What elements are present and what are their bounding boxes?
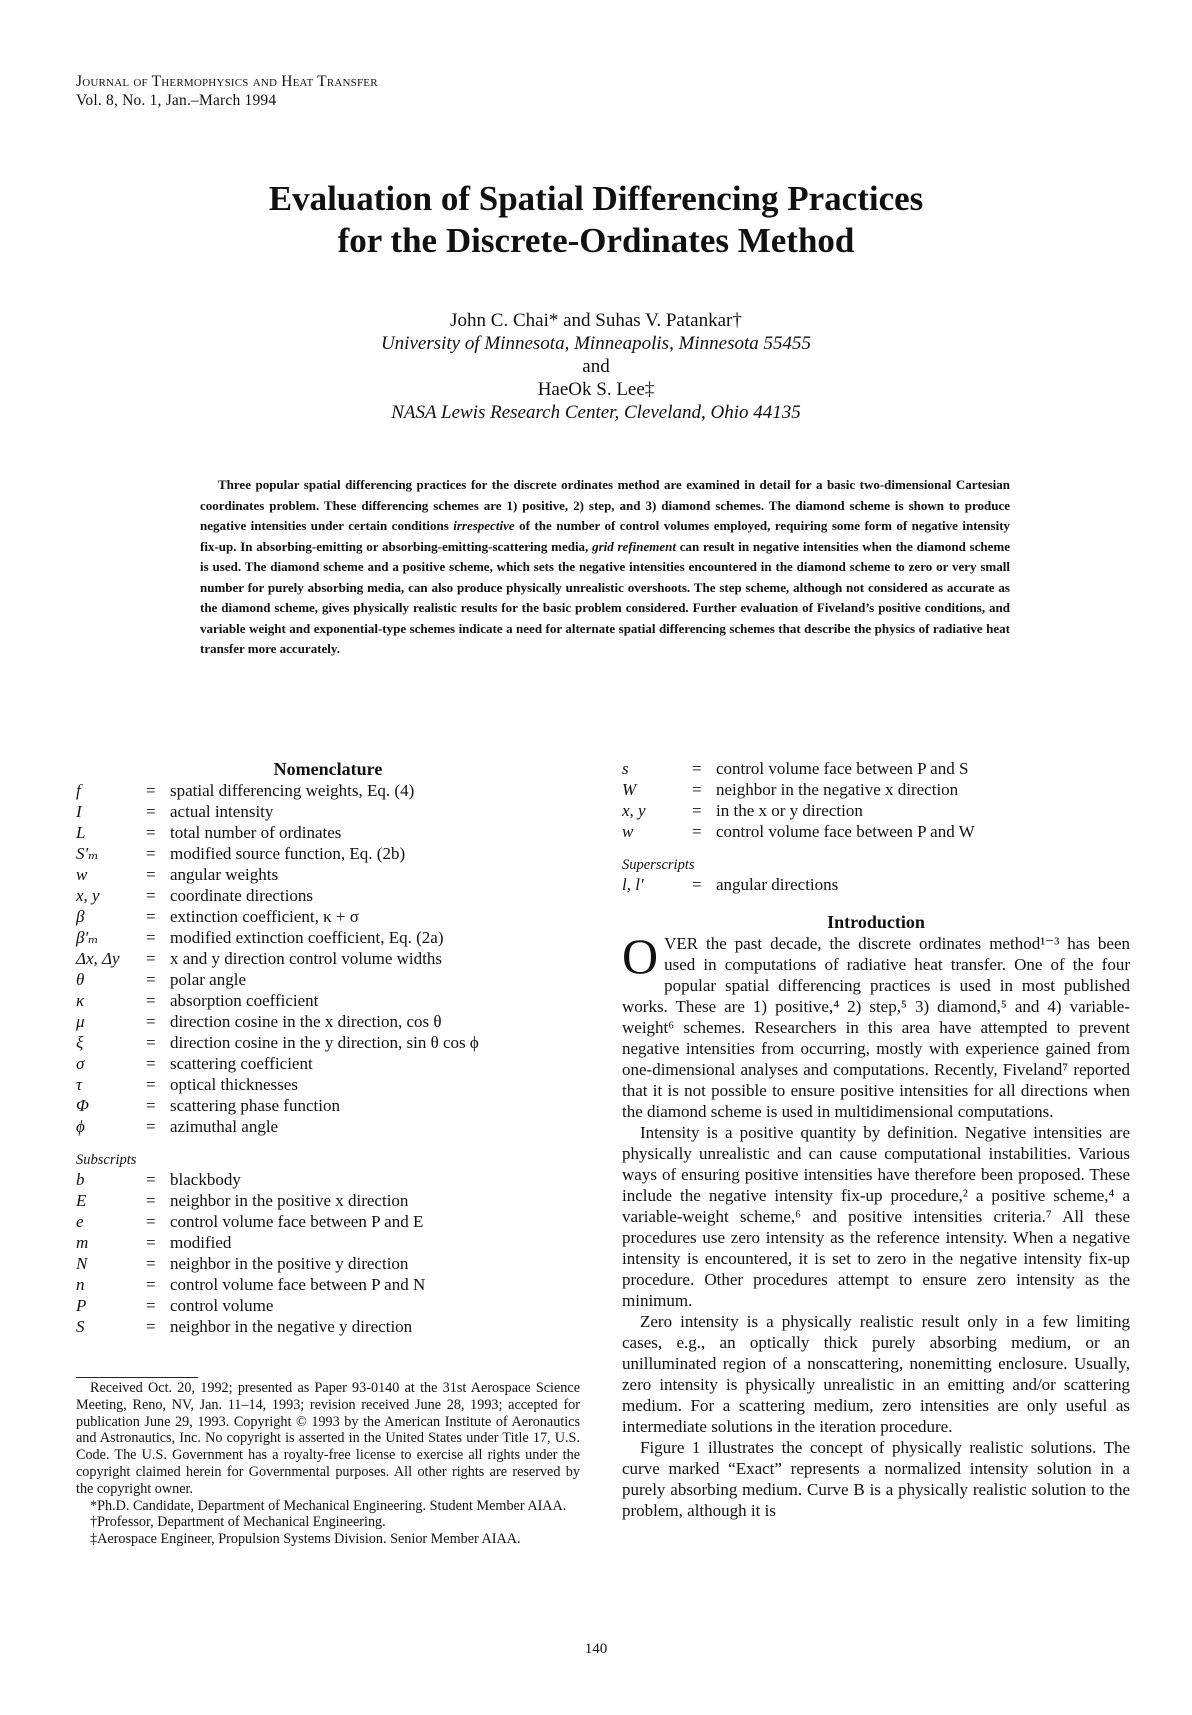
symbol: κ xyxy=(76,991,85,1010)
equals-sign: = xyxy=(146,865,156,884)
symbol: W xyxy=(622,780,637,799)
equals-sign: = xyxy=(146,949,156,968)
definition: coordinate directions xyxy=(170,886,314,905)
symbol: s xyxy=(622,759,629,778)
definition: control volume face between P and S xyxy=(716,759,969,778)
definition: direction cosine in the x direction, cos θ xyxy=(170,1012,442,1031)
introduction-heading: Introduction xyxy=(827,912,925,932)
equals-sign: = xyxy=(692,759,702,778)
nomenclature-row xyxy=(76,990,580,1011)
equals-sign: = xyxy=(146,1275,156,1294)
equals-sign: = xyxy=(692,780,702,799)
symbol: e xyxy=(76,1212,84,1231)
equals-sign: = xyxy=(692,822,702,841)
definition: angular weights xyxy=(170,865,279,884)
affiliation-1: University of Minnesota, Minneapolis, Minnesota 55455 xyxy=(380,333,812,354)
symbol: I xyxy=(76,802,82,821)
equals-sign: = xyxy=(146,1212,156,1231)
equals-sign: = xyxy=(146,1096,156,1115)
nomenclature-row xyxy=(76,1053,580,1074)
subscripts-list-continued xyxy=(622,758,1130,842)
symbol: E xyxy=(76,1191,87,1210)
title-line-1: Evaluation of Spatial Differencing Practices xyxy=(268,179,924,218)
subscript-row xyxy=(76,1169,580,1190)
abstract-part-1: Three popular spatial differencing practices for the discrete ordinates method are examined in detail for a basic two-dimensional Cartesian coordinates problem. These differencing schemes are 1) positive, 2) step, and 3) diamond schemes. The diamond scheme is shown to produce negative intensities under certain conditions xyxy=(200,477,1010,533)
symbol: L xyxy=(76,823,86,842)
definition: neighbor in the negative x direction xyxy=(716,780,959,799)
equals-sign: = xyxy=(146,1012,156,1031)
subscript-row xyxy=(76,1316,580,1337)
nomenclature-row xyxy=(76,1011,580,1032)
equals-sign: = xyxy=(146,1170,156,1189)
intro-paragraph-2: Intensity is a positive quantity by definition. Negative intensities are physically unrealistic and can cause computational instabilities. Various ways of ensuring positive intensities have therefore been proposed. These include the negative intensity fix-up procedure,² a positive scheme,⁴ a variable-weight scheme,⁶ and positive intensities criteria.⁷ All these procedures use zero intensity as the reference intensity. When a negative intensity is encountered, it is set to zero in the negative intensity fix-up procedure. Other procedures attempt to ensure zero intensity as the minimum. xyxy=(622,1123,1130,1310)
definition: direction cosine in the y direction, sin θ cos ϕ xyxy=(170,1033,479,1052)
definition: actual intensity xyxy=(170,802,274,821)
symbol: Φ xyxy=(76,1096,89,1115)
symbol: x, y xyxy=(622,801,646,820)
nomenclature-row xyxy=(76,843,580,864)
title-line-2: for the Discrete-Ordinates Method xyxy=(337,221,855,260)
subscript-row xyxy=(622,779,1130,800)
subscript-row xyxy=(622,758,1130,779)
equals-sign: = xyxy=(146,1296,156,1315)
authors-line-1: John C. Chai* and Suhas V. Patankar† xyxy=(450,310,742,331)
symbol: S xyxy=(76,1317,85,1336)
subscript-row xyxy=(76,1253,580,1274)
intro-paragraph-4: Figure 1 illustrates the concept of physically realistic solutions. The curve marked “Exact” represents a normalized intensity solution in a purely absorbing medium. Curve B is a physically realistic solution to the problem, although it is xyxy=(622,1438,1130,1520)
definition: blackbody xyxy=(170,1170,241,1189)
definition: control volume face between P and E xyxy=(170,1212,424,1231)
equals-sign: = xyxy=(146,802,156,821)
subscript-row xyxy=(76,1211,580,1232)
footnote-1: *Ph.D. Candidate, Department of Mechanical Engineering. Student Member AIAA. xyxy=(90,1497,567,1514)
definition: scattering coefficient xyxy=(170,1054,313,1073)
definition: modified extinction coefficient, Eq. (2a) xyxy=(170,928,444,947)
subscript-row xyxy=(622,800,1130,821)
equals-sign: = xyxy=(146,1117,156,1136)
symbol: Δx, Δy xyxy=(76,949,120,968)
symbol: m xyxy=(76,1233,89,1252)
subscripts-list xyxy=(76,1169,580,1337)
symbol: b xyxy=(76,1170,85,1189)
nomenclature-row xyxy=(76,1095,580,1116)
subscript-row xyxy=(76,1274,580,1295)
symbol: w xyxy=(622,822,634,841)
equals-sign: = xyxy=(146,1033,156,1052)
introduction-body xyxy=(622,928,1130,1521)
definition: optical thicknesses xyxy=(170,1075,298,1094)
definition: scattering phase function xyxy=(170,1096,340,1115)
equals-sign: = xyxy=(146,970,156,989)
symbol: P xyxy=(76,1296,87,1315)
equals-sign: = xyxy=(146,1191,156,1210)
subscript-row xyxy=(76,1232,580,1253)
abstract-emphasis-2: grid refinement xyxy=(592,538,676,554)
nomenclature-row xyxy=(76,969,580,990)
symbol: ϕ xyxy=(76,1117,85,1136)
drop-cap: O xyxy=(622,928,659,984)
left-column xyxy=(76,758,580,1548)
definition: angular directions xyxy=(716,875,839,894)
received-note: Received Oct. 20, 1992; presented as Paper 93-0140 at the 31st Aerospace Science Meeting, Reno, NV, Jan. 11–14, 1993; revision received June 28, 1993; accepted for publication June 29, 1993. Copyright © 1993 by the American Institute of Aeronautics and Astronautics, Inc. No copyright is asserted in the United States under Title 17, U.S. Code. The U.S. Government has a royalty-free license to exercise all rights under the copyright claimed herein for Governmental purposes. All other rights are reserved by the copyright owner. xyxy=(76,1380,580,1497)
equals-sign: = xyxy=(692,801,702,820)
subscript-row xyxy=(76,1190,580,1211)
definition: neighbor in the positive x direction xyxy=(170,1191,409,1210)
nomenclature-row xyxy=(76,1032,580,1053)
nomenclature-row xyxy=(76,927,580,948)
journal-issue: Vol. 8, No. 1, Jan.–March 1994 xyxy=(76,92,277,109)
symbol: σ xyxy=(76,1054,85,1073)
abstract-part-2: of the number of control volumes employed, requiring some form of negative intensity fix-up. In absorbing-emitting or absorbing-emitting-scattering media, xyxy=(200,518,1011,554)
symbol: S′ₘ xyxy=(76,844,99,863)
nomenclature-row xyxy=(76,1074,580,1095)
nomenclature-row xyxy=(76,885,580,906)
intro-paragraph-1 xyxy=(622,928,1130,1122)
equals-sign: = xyxy=(146,1233,156,1252)
intro-paragraph-1-text: VER the past decade, the discrete ordinates method¹⁻³ has been used in computations of radiative heat transfer. One of the four popular spatial differencing practices is used in most published works. These are 1) positive,⁴ 2) step,⁵ 3) diamond,⁵ and 4) variable-weight⁶ schemes. Researchers in this area have attempted to prevent negative intensities from occurring, mostly with experience gained from one-dimensional analyses and computations. Recently, Fiveland⁷ reported that it is not possible to ensure positive intensities for all directions when the diamond scheme is used in multidimensional computations. xyxy=(622,934,1130,1121)
definition: absorption coefficient xyxy=(170,991,319,1010)
author-block xyxy=(0,309,1192,424)
nomenclature-list xyxy=(76,780,580,1137)
nomenclature-row xyxy=(76,948,580,969)
subscript-row xyxy=(76,1295,580,1316)
footnote-rule xyxy=(76,1377,198,1378)
equals-sign: = xyxy=(146,1075,156,1094)
definition: neighbor in the negative y direction xyxy=(170,1317,413,1336)
authors-line-2: HaeOk S. Lee‡ xyxy=(537,379,655,400)
equals-sign: = xyxy=(146,991,156,1010)
definition: total number of ordinates xyxy=(170,823,342,842)
nomenclature-row xyxy=(76,1116,580,1137)
abstract-part-3: can result in negative intensities when the diamond scheme is used. The diamond scheme and a positive scheme, which sets the negative intensities encountered in the diamond scheme to zero or very small number for purely absorbing media, can also produce physically unrealistic overshoots. The step scheme, although not considered as accurate as the diamond scheme, gives physically realistic results for the basic problem considered. Further evaluation of Fiveland’s positive conditions, and variable weight and exponential-type schemes indicate a need for alternate spatial differencing schemes that describe the physics of radiative heat transfer more accurately. xyxy=(200,538,1010,656)
intro-paragraph-3: Zero intensity is a physically realistic result only in a few limiting cases, e.g., an optically thick purely absorbing medium, or an unilluminated region of a nonscattering, nonemitting enclosure. Usually, zero intensity is physically unrealistic in an emitting and/or scattering medium. For a scattering medium, zero intensities are only useful as intermediate solutions in the iteration procedure. xyxy=(622,1312,1130,1436)
page-number: 140 xyxy=(584,1641,608,1657)
journal-name: Journal of Thermophysics and Heat Transfer xyxy=(76,73,378,90)
definition: control volume face between P and W xyxy=(716,822,975,841)
equals-sign: = xyxy=(146,928,156,947)
nomenclature-row xyxy=(76,801,580,822)
nomenclature-row xyxy=(76,906,580,927)
definition: spatial differencing weights, Eq. (4) xyxy=(170,781,415,800)
equals-sign: = xyxy=(146,844,156,863)
symbol: τ xyxy=(76,1075,83,1094)
symbol: x, y xyxy=(76,886,100,905)
footnote-2: †Professor, Department of Mechanical Engineering. xyxy=(90,1514,386,1531)
definition: x and y direction control volume widths xyxy=(170,949,442,968)
paper-title xyxy=(0,178,1192,262)
symbol: w xyxy=(76,865,88,884)
affiliation-2: NASA Lewis Research Center, Cleveland, Ohio 44135 xyxy=(391,402,801,423)
symbol: f xyxy=(76,781,81,800)
definition: modified xyxy=(170,1233,232,1252)
symbol: β′ₘ xyxy=(76,928,99,947)
symbol: N xyxy=(76,1254,88,1273)
symbol: θ xyxy=(76,970,85,989)
footnote-3: ‡Aerospace Engineer, Propulsion Systems Division. Senior Member AIAA. xyxy=(90,1531,521,1548)
subscripts-heading: Subscripts xyxy=(76,1152,137,1168)
subscript-row xyxy=(622,821,1130,842)
definition: neighbor in the positive y direction xyxy=(170,1254,409,1273)
equals-sign: = xyxy=(146,1054,156,1073)
definition: control volume face between P and N xyxy=(170,1275,426,1294)
journal-header xyxy=(76,72,378,110)
nomenclature-heading: Nomenclature xyxy=(273,759,383,779)
authors-and: and xyxy=(582,356,610,377)
equals-sign: = xyxy=(146,781,156,800)
superscripts-list xyxy=(622,874,1130,895)
symbol: μ xyxy=(76,1012,85,1031)
equals-sign: = xyxy=(692,875,702,894)
definition: in the x or y direction xyxy=(716,801,863,820)
definition: polar angle xyxy=(170,970,246,989)
abstract-emphasis-1: irrespective xyxy=(453,518,515,533)
definition: control volume xyxy=(170,1296,274,1315)
nomenclature-row xyxy=(76,780,580,801)
symbol: l, l′ xyxy=(622,875,644,894)
equals-sign: = xyxy=(146,1317,156,1336)
equals-sign: = xyxy=(146,907,156,926)
superscripts-heading: Superscripts xyxy=(622,857,695,873)
abstract xyxy=(200,475,1010,660)
equals-sign: = xyxy=(146,886,156,905)
symbol: n xyxy=(76,1275,85,1294)
nomenclature-row xyxy=(76,822,580,843)
right-column xyxy=(622,758,1130,1521)
symbol: ξ xyxy=(76,1033,84,1052)
definition: extinction coefficient, κ + σ xyxy=(170,907,359,926)
symbol: β xyxy=(76,907,85,926)
definition: azimuthal angle xyxy=(170,1117,279,1136)
equals-sign: = xyxy=(146,1254,156,1273)
definition: modified source function, Eq. (2b) xyxy=(170,844,406,863)
equals-sign: = xyxy=(146,823,156,842)
nomenclature-row xyxy=(76,864,580,885)
footnotes xyxy=(76,1380,580,1548)
superscript-row xyxy=(622,874,1130,895)
